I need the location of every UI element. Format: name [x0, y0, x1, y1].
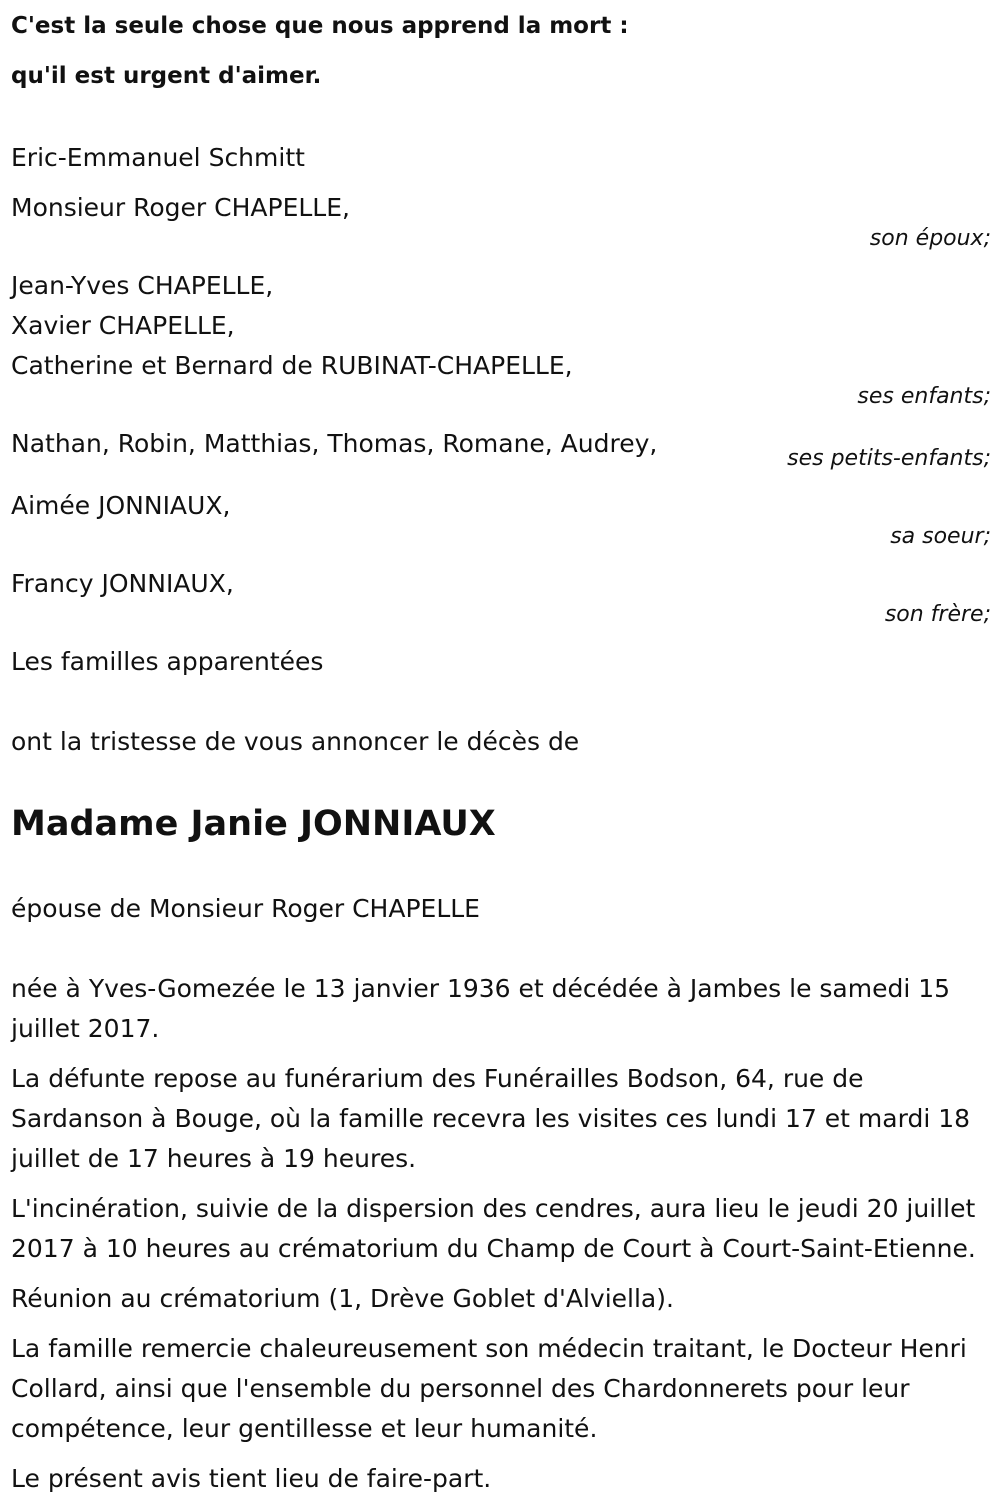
spouse-name: Monsieur Roger CHAPELLE, [11, 193, 350, 222]
brother-role: son frère; [884, 602, 991, 627]
epigraph [11, 1, 991, 101]
meeting-paragraph: Réunion au crématorium (1, Drève Goblet d'Alviella). [11, 1284, 674, 1313]
grandchildren-role: ses petits-enfants; [787, 446, 991, 471]
epigraph-line-2: qu'il est urgent d'aimer. [11, 63, 322, 89]
sister-group [11, 486, 991, 549]
grandchildren-group [11, 424, 991, 471]
viewing-paragraph: La défunte repose au funérarium des Funérailles Bodson, 64, rue de Sardanson à Bouge, où la famille recevra les visites ces lundi 17 et mardi 18 juillet de 17 heures à 19 heures. [11, 1064, 971, 1173]
related-families: Les familles apparentées [11, 647, 324, 676]
deceased-name: Madame Janie JONNIAUX [11, 804, 496, 844]
spouse-of-text: épouse de Monsieur Roger CHAPELLE [11, 894, 480, 923]
spouse-group [11, 188, 991, 251]
cremation-paragraph: L'incinération, suivie de la dispersion des cendres, aura lieu le jeudi 20 juillet 2017 à 10 heures au crématorium du Champ de Court à Court-Saint-Etienne. [11, 1194, 976, 1263]
obituary-notice [11, 0, 991, 1499]
spouse-role: son époux; [869, 226, 991, 251]
sister-role: sa soeur; [890, 524, 991, 549]
birth-death-paragraph: née à Yves-Gomezée le 13 janvier 1936 et décédée à Jambes le samedi 15 juillet 2017. [11, 974, 951, 1043]
announcement-text: ont la tristesse de vous annoncer le décès de [11, 727, 580, 756]
epigraph-line-1: C'est la seule chose que nous apprend la mort : [11, 13, 629, 39]
notice-paragraph: Le présent avis tient lieu de faire-part. [11, 1464, 492, 1493]
sister-name: Aimée JONNIAUX, [11, 491, 231, 520]
thanks-paragraph: La famille remercie chaleureusement son médecin traitant, le Docteur Henri Collard, ainsi que l'ensemble du personnel des Chardonnerets pour leur compétence, leur gentillesse et leur humanité. [11, 1334, 967, 1443]
brother-group [11, 564, 991, 627]
child-1: Jean-Yves CHAPELLE, [11, 271, 274, 300]
brother-name: Francy JONNIAUX, [11, 569, 234, 598]
grandchildren-names: Nathan, Robin, Matthias, Thomas, Romane, Audrey, [11, 429, 658, 458]
child-3: Catherine et Bernard de RUBINAT-CHAPELLE, [11, 351, 573, 380]
children-group [11, 266, 991, 409]
children-role: ses enfants; [857, 384, 991, 409]
child-2: Xavier CHAPELLE, [11, 311, 235, 340]
epigraph-author: Eric-Emmanuel Schmitt [11, 143, 305, 172]
